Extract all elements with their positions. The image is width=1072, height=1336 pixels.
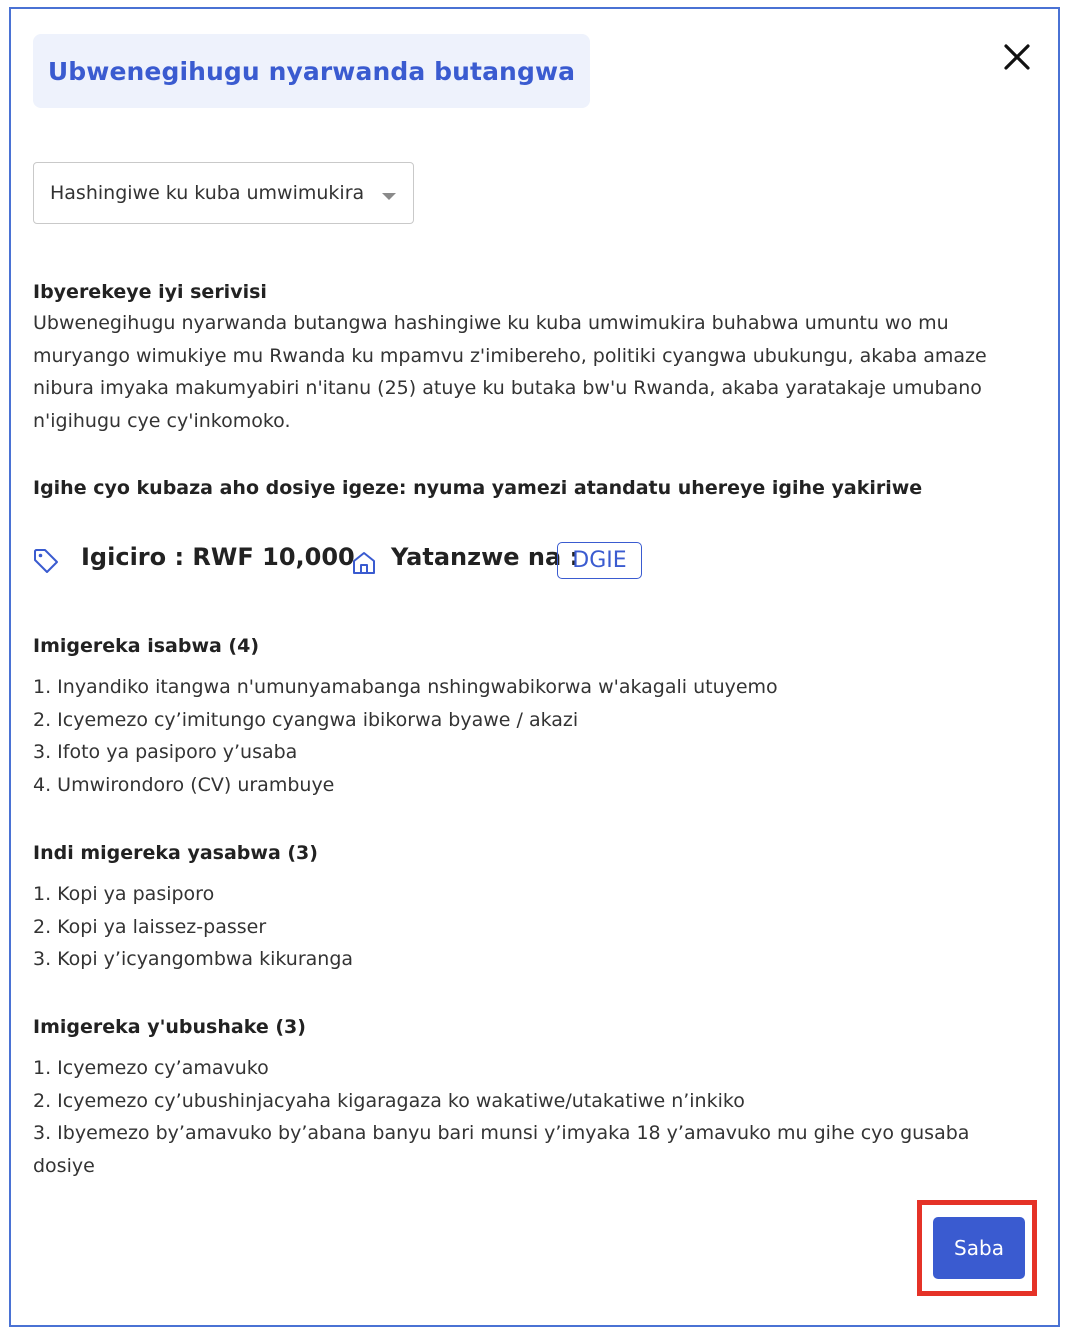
provider-badge: DGIE: [557, 542, 642, 579]
list-item: 3. Ibyemezo by’amavuko by’abana banyu bari munsi y’imyaka 18 y’amavuko mu gihe cyo gusaba dosiye: [33, 1122, 970, 1178]
home-icon: [351, 550, 377, 576]
list-item: 1. Kopi ya pasiporo: [33, 883, 215, 905]
service-meta: [33, 540, 733, 580]
modal-title-box: [33, 34, 590, 108]
list-item: 3. Kopi y’icyangombwa kikuranga: [33, 948, 354, 971]
other-docs-heading: Indi migereka yasabwa (3): [33, 842, 318, 864]
apply-button[interactable]: Saba: [933, 1217, 1025, 1279]
chevron-down-icon: [382, 193, 396, 200]
service-modal: [9, 7, 1060, 1327]
required-docs-heading: Imigereka isabwa (4): [33, 635, 260, 657]
optional-docs-heading: Imigereka y'ubushake (3): [33, 1016, 306, 1038]
optional-docs-list: [33, 1052, 1018, 1183]
optional-docs-section: [33, 1014, 1018, 1183]
close-button[interactable]: [999, 39, 1035, 75]
other-docs-section: [33, 840, 1018, 976]
provider-label: Yatanzwe na :: [391, 543, 580, 571]
other-docs-list: [33, 878, 1018, 976]
required-docs-section: [33, 633, 1018, 802]
about-heading: Ibyerekeye iyi serivisi: [33, 281, 267, 303]
about-text: Ubwenegihugu nyarwanda butangwa hashingiwe ku kuba umwimukira buhabwa umuntu wo mu muryango wimukiye mu Rwanda ku mpamvu z'imibereho, politiki cyangwa ubukungu, akaba amaze nibura imyaka makumyabiri n'itanu (25) atuye ku butaka bw'u Rwanda, akaba yaratakaje umubano n'igihugu cye cy'inkomoko.: [33, 312, 987, 433]
processing-time: Igihe cyo kubaza aho dosiye igeze: nyuma yamezi atandatu uhereye igihe yakiriwe: [33, 477, 923, 499]
list-item: 1. Inyandiko itangwa n'umunyamabanga nshingwabikorwa w'akagali utuyemo: [33, 676, 778, 698]
list-item: 2. Icyemezo cy’imitungo cyangwa ibikorwa byawe / akazi: [33, 708, 579, 731]
price-label: Igiciro : RWF 10,000: [81, 543, 355, 571]
list-item: 4. Umwirondoro (CV) urambuye: [33, 774, 335, 797]
list-item: 1. Icyemezo cy’amavuko: [33, 1057, 269, 1079]
list-item: 3. Ifoto ya pasiporo y’usaba: [33, 741, 298, 764]
category-dropdown-value: Hashingiwe ku kuba umwimukira: [50, 182, 365, 204]
list-item: 2. Kopi ya laissez-passer: [33, 915, 267, 938]
list-item: 2. Icyemezo cy’ubushinjacyaha kigaragaza ko wakatiwe/utakatiwe n’inkiko: [33, 1089, 745, 1112]
modal-title: Ubwenegihugu nyarwanda butangwa: [47, 56, 576, 86]
category-dropdown[interactable]: [33, 162, 414, 224]
close-icon: [999, 39, 1035, 75]
required-docs-list: [33, 671, 1018, 802]
tag-icon: [33, 548, 59, 574]
